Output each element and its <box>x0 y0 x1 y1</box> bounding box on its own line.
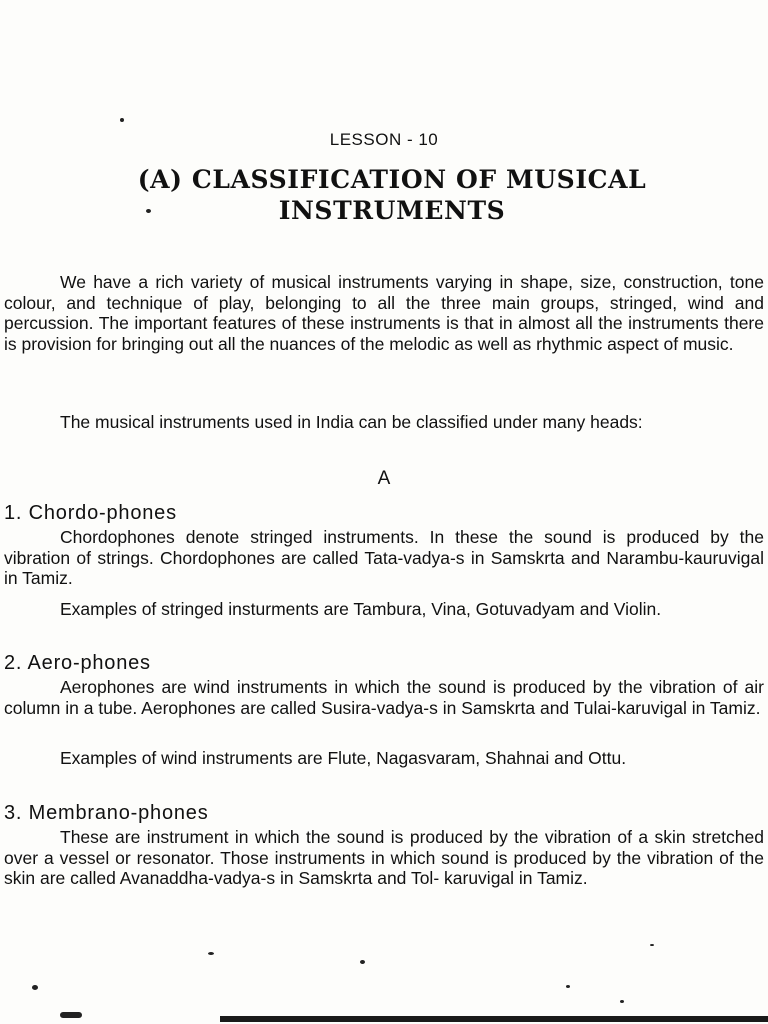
page-title <box>22 164 762 226</box>
section-letter: A <box>377 468 391 489</box>
title-line-2: INSTRUMENTS <box>278 196 506 225</box>
lesson-number: LESSON - 10 <box>329 130 439 149</box>
section-heading-membranophones: 3. Membrano-phones <box>4 802 209 824</box>
scan-speck <box>360 960 365 964</box>
scan-speck <box>32 985 38 990</box>
title-line-1: (A) CLASSIFICATION OF MUSICAL <box>137 165 647 194</box>
scan-speck <box>620 1000 624 1003</box>
intro-paragraph: We have a rich variety of musical instruments varying in shape, size, construction, tone colour, and technique of play, belonging to all the three main groups, stringed, wind and percussion. The important features of these instruments is that in almost all the instruments there is provision for bringing out all the nuances of the melodic as well as rhythmic aspect of music. <box>4 272 764 354</box>
chordophones-examples: Examples of stringed insturments are Tambura, Vina, Gotuvadyam and Violin. <box>60 599 662 619</box>
section-heading-aerophones: 2. Aero-phones <box>4 652 151 674</box>
classification-paragraph: The musical instruments used in India can be classified under many heads: <box>60 412 643 432</box>
scan-speck <box>208 952 214 955</box>
scan-speck <box>650 944 654 946</box>
aerophones-body: Aerophones are wind instruments in which the sound is produced by the vibration of air column in a tube. Aerophones are called Susira-vadya-s in Samskrta and Tulai-karuvigal in Tamiz. <box>4 677 764 718</box>
scan-speck <box>146 209 151 213</box>
scan-speck <box>566 985 570 988</box>
section-heading-chordophones: 1. Chordo-phones <box>4 502 177 524</box>
bottom-rule <box>220 1016 768 1022</box>
scan-speck <box>60 1012 82 1018</box>
chordophones-body: Chordophones denote stringed instruments. In these the sound is produced by the vibration of strings. Chordophones are called Tata-vadya-s in Samskrta and Narambu-kauruvigal in Tamiz. <box>4 527 764 588</box>
aerophones-examples: Examples of wind instruments are Flute, Nagasvaram, Shahnai and Ottu. <box>60 748 627 768</box>
membranophones-body: These are instrument in which the sound is produced by the vibration of a skin stretched over a vessel or resonator. Those instruments in which sound is produced by the vibration of the skin are called Avanaddha-vadya-s in Samskrta and Tol- karuvigal in Tamiz. <box>4 827 764 888</box>
scan-speck <box>120 118 124 122</box>
